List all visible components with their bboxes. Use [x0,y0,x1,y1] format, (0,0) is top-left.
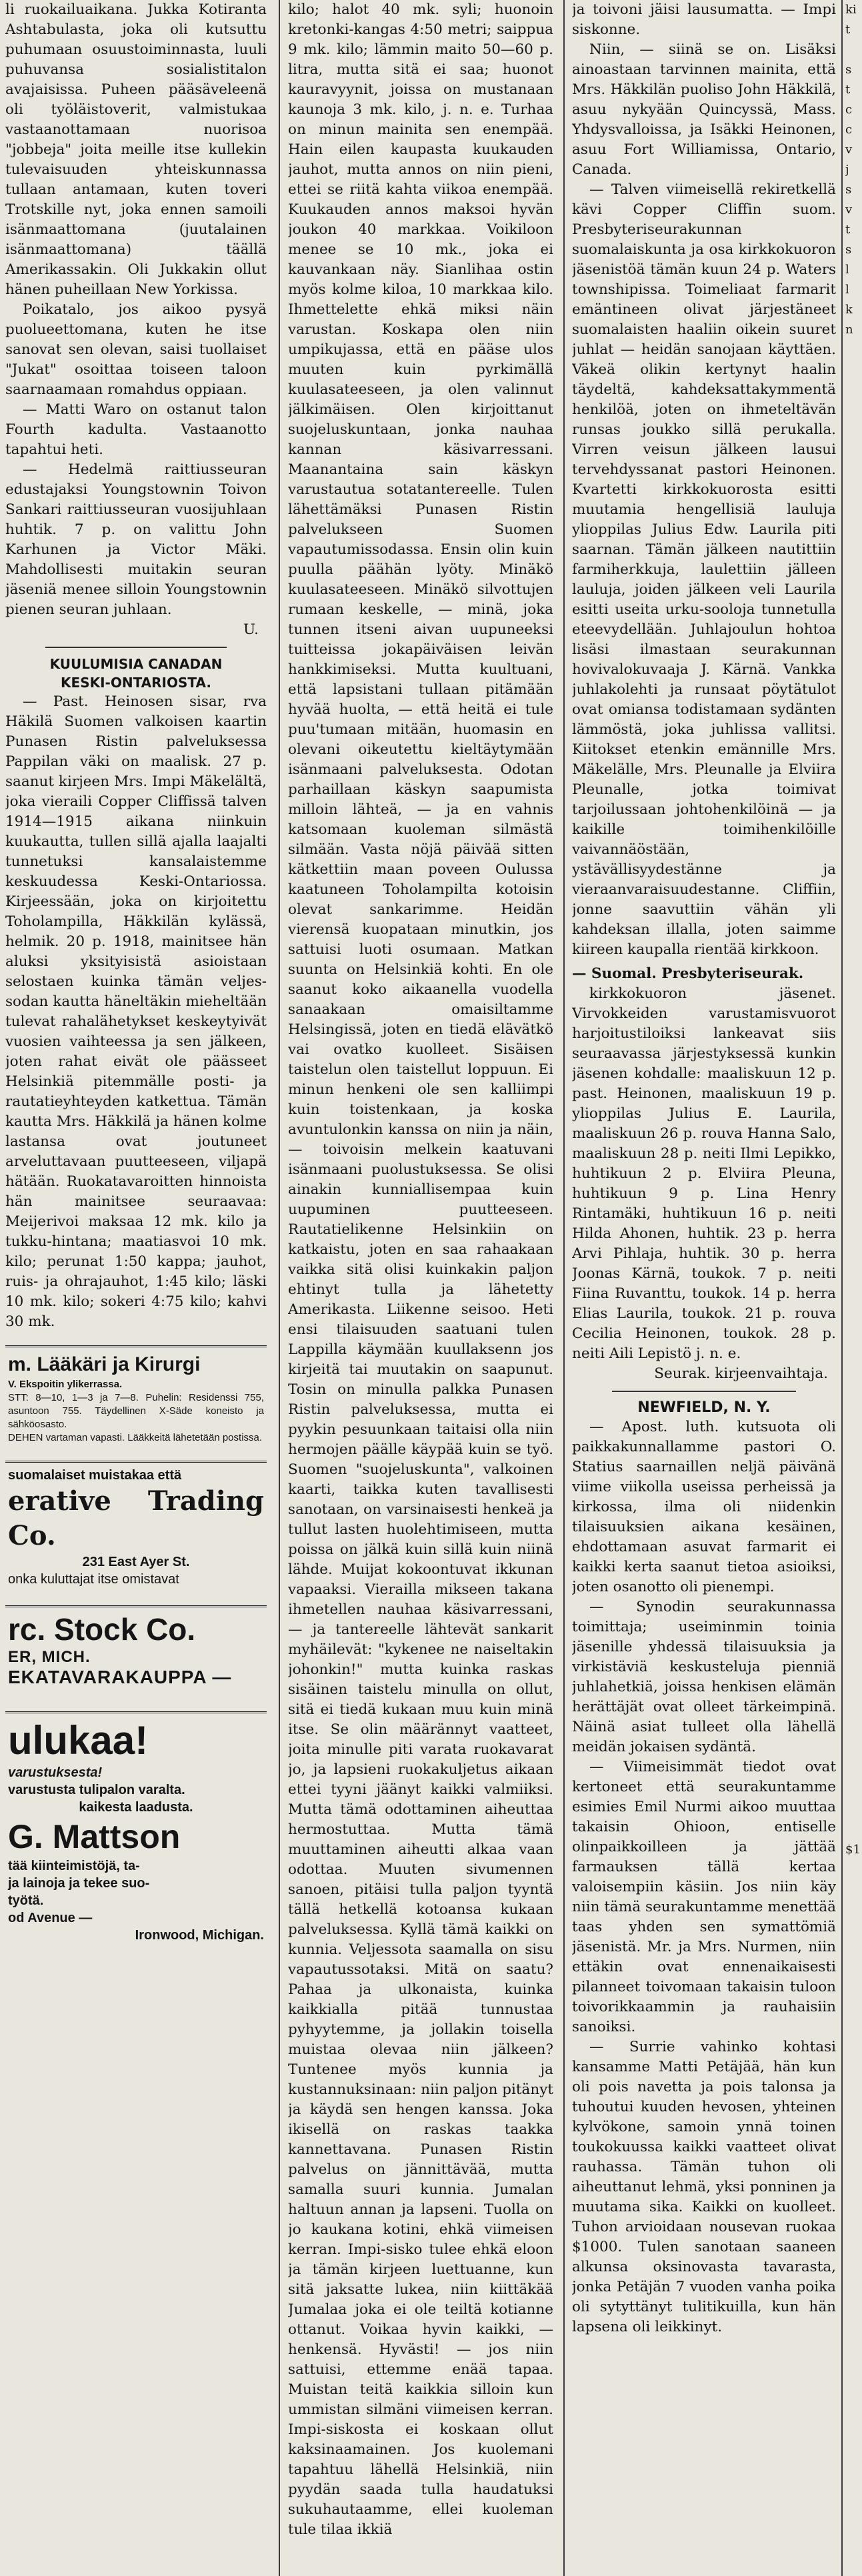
ad-title: erative Trading Co. [8,1485,264,1551]
line-fragment [845,1460,862,1480]
trading-ad [5,1461,267,1592]
column-2 [288,0,553,2576]
line-fragment: ki [845,3,857,17]
line-fragment [845,1760,862,1780]
line-fragment: $1 [845,1843,861,1857]
line-fragment [845,1220,862,1240]
line-fragment: s [845,243,852,257]
line-fragment [845,1500,862,1520]
line-fragment [845,1420,862,1440]
line-fragment [845,600,862,620]
line-fragment [845,460,862,480]
line-fragment: t [845,23,851,37]
line-fragment [845,420,862,440]
line-fragment [845,780,862,800]
line-fragment [845,560,862,580]
article-paragraph: kirkkokuoron jäsenet. Virvokkeiden varustamisvuorot harjoitustiloiksi lankeavat siis seuraavassa järjestyksessä kunkin jäsenen kohdalle: maaliskuun 12 p. past. Heinonen, maaliskuun 19 p. ylioppilas Julius E. Laurila, maaliskuun 26 p. rouva Hanna Salo, maaliskuun 28 p. neiti Ilmi Lepikko, huhtikuun 2 p. Elviira Pleuna, huhtikuun 9 p. Lina Henry Rintamäki, huhtikuun 16 p. neiti Hilda Ahonen, huhtik. 23 p. herra Arvi Pihlaja, huhtik. 30 p. herra Joonas Kärnä, toukok. 7 p. neiti Fiina Ruvanttu, toukok. 14 p. herra Elias Laurila, toukok. 21 p. rouva Cecilia Heinonen, toukok. 28 p. neiti Aili Lepistö j. n. e. [572,985,836,1362]
article-paragraph: — Past. Heinosen sisar, rva Häkilä Suomen valkoisen kaartin Punasen Ristin palveluksessa Pappilan väki on maalisk. 27 p. saanut kirjeen Mrs. Impi Mäkelältä, joka vieraili Copper Cliffissä talven 1914—1915 aikana niinkuin kuukautta, tullen sillä ajalla laajalti tunnetuksi kansalaistemme keskuudessa Keski-Ontariossa. Kirjeessään, joka on kirjoitettu Toholampilla, Häkkilän kylässä, helmik. 20 p. 1918, mainitsee hän aluksi yksityisistä asioistaan selostaen kuinka tämän veljes-sodan kautta häneltäkin mieheltään tulevat rahalähetykset keskeytyivät vuosien vaihteessa ja sen jälkeen, joten rahat eivät ole päässeet Helsinkiä pitemmälle posti- ja rautatieyhteyden katkettua. Tämän kautta Mrs. Häkkilä ja hänen kolme lastansa ovat joutuneet arveluttavaan puutteeseen, viljapä hätään. Ruokatavaroitten hinnoista hän mainitsee seuraavaa: Meijerivoi maksaa 12 mk. kilo ja tukku-hintana; maatiasvoi 10 mk. kilo; perunat 1:50 kappa; jauhot, ruis- ja ohrajauhot, 1:45 kilo; läski 10 mk. kilo; sokeri 4:75 kilo; kahvi 30 mk. [5,693,267,1330]
line-fragment [845,1360,862,1380]
line-fragment [845,960,862,980]
column-rule [841,0,843,2576]
line-fragment [845,1680,862,1700]
line-fragment [845,580,862,600]
line-fragment [845,500,862,520]
divider [612,1391,796,1392]
article-paragraph: Niin, — siinä se on. Lisäksi ainoastaan tarvinnen mainita, että Mrs. Häkkilän puoliso John Häkkilä, asuu nykyään Quincyssä, Mass. Yhdysvalloissa, ja Isäkki Heinonen, asuu Fort Williamissa, Ontario, Canada. [572,41,836,178]
line-fragment [845,1160,862,1180]
headline: KESKI-ONTARIOSTA. [61,675,211,691]
line-fragment [845,1640,862,1660]
line-fragment [845,400,862,420]
column-rule [279,0,280,2576]
line-fragment: n [845,323,853,337]
line-fragment [845,680,862,700]
line-fragment [845,720,862,740]
line-fragment [845,660,862,680]
ad-line: onka kuluttajat itse omistavat [8,1572,179,1587]
article-paragraph: — Surrie vahinko kohtasi kansamme Matti Petäjää, hän kun oli pois navetta ja pois talonsa ja tuhoutui kuuden hevosen, yhteinen kylvökone, samoin ynnä toinen toukokuussa kaikki vaatteet olivat rauhassa. Tämän tuhon oli aiheuttanut lehmä, yksi ponninen ja muutama sika. Kaikki on kuolleet. Tuhon arvioidaan nousevan ruokaa $1000. Tulen sanotaan saaneen alkunsa oksinovasta tavarasta, jonka Petäjän 7 vuoden vanha poika oli sytyttänyt tulitikuilla, kun hän lapsena oli leikkinyt. [572,2039,836,2335]
line-fragment [845,1660,862,1680]
ad-line: DEHEN vartaman vapasti. Lääkkeitä lähetetään postissa. [8,1432,263,1443]
line-fragment [845,940,862,960]
line-fragment [845,1400,862,1420]
line-fragment [845,800,862,820]
column-1 [5,0,267,2576]
line-fragment [845,1780,862,1800]
line-fragment: c [845,103,853,117]
line-fragment: c [845,123,853,137]
line-fragment [845,1000,862,1020]
line-fragment [845,1080,862,1100]
line-fragment: s [845,183,852,197]
line-fragment [845,1580,862,1600]
line-fragment [845,1620,862,1640]
line-fragment: v [845,203,853,217]
line-fragment [845,1820,862,1840]
line-fragment [845,520,862,540]
line-fragment [845,640,862,660]
line-fragment [845,1520,862,1540]
headline: NEWFIELD, N. Y. [637,1399,771,1416]
article-paragraph: ja toivoni jäisi lausumatta. — Impi siskonne. [572,1,836,38]
line-fragment: j [845,163,849,177]
line-fragment: v [845,143,853,157]
line-fragment [845,1720,862,1740]
article-paragraph: li ruokailuaikana. Jukka Kotiranta Ashtabulasta, joka oli kutsuttu puhumaan osuustoiminnasta, luuli puhuvansa sosialistitalon avajaisissa. Puheen pääsäveleenä oli työläistoverit, valmistukaa vastaanottamaan nuorisoa "jobbeja" joita meille itse kullekin tulevaisuuden yhteiskunnassa tullaan antamaan, kuten toveri Trotskille nyt, joka ennen samoili isänmaattomana (juutalainen isänmaattomana) täällä Amerikassakin. Oli Jukkakin ollut hänen puheillaan New Yorkissa. [5,1,267,298]
ad-line: 231 East Ayer St. [82,1555,190,1569]
ad-line: od Avenue — [8,1911,93,1925]
line-fragment [845,1200,862,1220]
line-fragment [845,1560,862,1580]
ad-line: suomalaiset muistakaa että [8,1468,182,1483]
line-fragment [845,840,862,860]
line-fragment [845,1440,862,1460]
line-fragment [845,1380,862,1400]
section-heading: — Suomal. Presbyteriseurak. [572,965,804,982]
line-fragment [845,700,862,720]
ad-line: tää kiinteimistöjä, ta- [8,1859,140,1873]
mattson-ad [5,1711,267,1948]
line-fragment [845,1740,862,1760]
line-fragment [845,1060,862,1080]
line-fragment [845,880,862,900]
ad-line: V. Ekspoitin ylikerrassa. [8,1379,123,1390]
line-fragment [845,860,862,880]
line-fragment [845,1320,862,1340]
line-fragment [845,1180,862,1200]
ad-line: ja lainoja ja tekee suo- [8,1876,150,1891]
ad-title: m. Lääkäri ja Kirurgi [8,1353,201,1375]
doctor-ad [5,1345,267,1449]
line-fragment [845,1300,862,1320]
stock-ad [5,1605,267,1691]
signature: Seurak. kirjeenvaihtaja. [654,1365,828,1382]
ad-line: STT: 8—10, 1—3 ja 7—8. Puhelin: Residenssi 755, asuntoon 755. Täydellinen X-Säde koneisto ja sähköosasto. [8,1392,264,1430]
article-paragraph: — Viimeisimmät tiedot ovat kertoneet että seurakuntamme esimies Emil Nurmi aikoo muuttaa takaisin Ohioon, entiselle olinpaikkoilleen ja jättää farmauksen tällä kertaa valoisempiin käsiin. Jos niin käy niin tämä seurakuntamme menettää taas yhden sen symattömiä jäsenistä. Mr. ja Mrs. Nurmen, niin ettäkin ovat ennenaikaisesti pilanneet toivomaan takaisin tuloon toivorikkaammin ja rauhaisiin sanoiksi. [572,1759,836,2035]
article-paragraph: — Apost. luth. kutsuota oli paikkakunnallamme pastori O. Statius saarnaillen neljä päivänä viime viikolla useissa perheissä ja kirkossa, ilma oli niidenkin tilaisuuksien aikana kesäinen, ehdottamaan asuvat farmarit ei kaikki kerta saanut tietoa asioiksi, joten osanotto oli pienempi. [572,1419,836,1595]
line-fragment [845,1020,862,1040]
line-fragment [845,620,862,640]
column-4-fragment [845,0,862,2576]
line-fragment [845,820,862,840]
line-fragment [845,1260,862,1280]
headline: KUULUMISIA CANADAN [49,656,223,672]
line-fragment: s [845,63,852,77]
ad-title: rc. Stock Co. [8,1612,196,1647]
line-fragment [845,1040,862,1060]
line-fragment [845,1800,862,1820]
article-paragraph: Poikatalo, jos aikoo pysyä puolueettomana, kuten he itse sanovat sen olevan, saisi tuollaiset "Jukat" osoittaa toiseen taloon saarnaamaan romahdus oppiaan. [5,301,267,398]
line-fragment [845,1340,862,1360]
line-fragment: l [845,263,849,277]
line-fragment [845,980,862,1000]
ad-line: EKATAVARAKAUPPA — [8,1667,232,1687]
line-fragment [845,740,862,760]
line-fragment [845,360,862,380]
line-fragment [845,1480,862,1500]
line-fragment [845,1120,862,1140]
line-fragment [845,480,862,500]
line-fragment: l [845,283,849,297]
line-fragment: t [845,83,851,97]
ad-line: ER, MICH. [8,1648,91,1666]
ad-line: Ironwood, Michigan. [135,1928,264,1943]
article-paragraph: — Talven viimeisellä rekiretkellä kävi Copper Cliffin suom. Presbyteriseurakunnan suomalaiskunta ja osa kirkkokuoron jäsenistöä tämän kuun 24 p. Waters townshipissa. Toimeliaat farmarit emäntineen olivat järjestäneet suomalaisten haaliin oikein suuret juhlat — heidän sanojaan käyttäen. Väkeä olikin kertynyt haalin täydeltä, kahdeksattakymmentä henkilöä, joten on ihmeteltävän runsas joukko sillä perukalla. Virren veisun jälkeen lausui tervehdyssanat pastori Heinonen. Kvartetti kirkkokuorosta esitti muutamia hengellisiä lauluja ylioppilas Julius Edw. Laurila piti saarnan. Tämän jälkeen nautittiin farmiherkkuja, laulettiin jälleen lauluja, joiden jälkeen veli Laurila esitti useita urku-sooloja tunnetulla eteevydellään. Juhlajoulun hohtoa lisäsi ilmastaan seurakunnan hovivalokuvaaja J. Kärnä. Vankka juhlakolehti ja runsaat pöytätulot ovat omiansa todistamaan sydänten lämmöstä, joka juhlissa vallitsi. Kiitokset etenkin emännille Mrs. Mäkelälle, Mrs. Pleunalle ja Elviira Pleunalle, jotka toimivat tarjoilussaan johtohenkilöinä — ja kaikille toimihenkilöille vaivannäöstään, ystävällisyydestänne ja vieraanvaraisuudestanne. Cliffiin, jonne saavuttiin vähän yli kahdeksan illalla, joten saimme kiireen kaupalla rientää kirkkoon. [572,181,836,958]
ad-line: työtä. [8,1893,44,1908]
line-fragment: t [845,223,851,237]
ad-line: varustuksesta! [8,1765,103,1780]
ad-line: kaikesta laadusta. [79,1800,193,1815]
line-fragment [845,340,862,360]
signature: U. [243,621,259,638]
ad-title: ulukaa! [8,1718,149,1763]
line-fragment [845,1540,862,1560]
line-fragment [845,380,862,400]
ad-name: G. Mattson [8,1818,181,1855]
line-fragment [845,440,862,460]
ad-line: varustusta tulipalon varalta. [8,1783,185,1797]
line-fragment: k [845,303,853,317]
line-fragment [845,1100,862,1120]
article-paragraph: — Synodin seurakunnassa toimittaja; useiminmin toinia jäsenille yhdessä tilaisuuksia ja virkistäviä keskusteluja pienniä juhlahetkiä, joissa henkisen elämän herättäjät ovat olleet tärkeimpinä. Näinä asiat tulleet olla lähellä meidän jokaisen sydäntä. [572,1599,836,1755]
line-fragment [845,920,862,940]
column-rule [563,0,565,2576]
line-fragment [845,1240,862,1260]
line-fragment [845,40,862,60]
line-fragment [845,760,862,780]
line-fragment [845,540,862,560]
line-fragment [845,1860,862,1880]
article-paragraph: — Hedelmä raittiusseuran edustajaksi Youngstownin Toivon Sankari raittiusseuran vuosijuhlaan huhtik. 7 p. on valittu John Karhunen ja Victor Mäki. Mahdollisesti muitakin seuran jäseniä menee silloin Youngstownin pienen seuran juhlaan. [5,461,267,618]
article-paragraph: kilo; halot 40 mk. syli; huonoin kretonki-kangas 4:50 metri; saippua 9 mk. kilo; lämmin maito 50—60 p. litra, mutta sitä ei saa; huonot kauravyynit, joissa on mustanaan kaunoja 3 mk. kilo, j. n. e. Turhaa on minun mainita sen enempää. Hain eilen kaupasta kuukauden jauhot, mutta annos on niin pieni, ettei se riitä kahta viikoa enempää. Kuukauden annos maksoi hyvän joukon 40 markkaa. Voikiloon menee se 10 mk., joka ei kauvankaan näy. Sianlihaa ostin myös kolme kiloa, 10 markkaa kilo. Ihmettelette ehkä miksi näin varustan. Koskapa olen niin umpikujassa, että en pääse ulos muuten kuin pyrkimällä kuulasateeseen, ja olen valinnut jälkimäisen. Olen kirjoittanut suojeluskuntaan, jonka nauhaa kannan käsivarressani. Maanantaina sain käskyn varustautua sotatantereelle. Tulen lähettämäksi Punasen Ristin palvelukseen Suomen vapautumissodassa. Ensin olin kuin puulla päähän lyöty. Minäkö kuulasateeseen. Minäkö silvottujen rumaan keskelle, — minä, joka tunnen itseni aivan uupuneeksi tuitteissa jokapäiväisen leivän hankkimiseksi. Mutta kuultuani, että lapsistani tullaan pitämään hyvää huolta, — että heitä ei tule puu'tumaan mitään, huomasin en olevani oikeutettu kieltäytymään isänmaani palveluksesta. Odotan parhaillaan käskyn saapumista milloin lähteä, — ja en vahnis katsomaan kuoleman silmästä silmään. Vasta nöjä päivää sitten kätkettiin maan poveen Oulussa kaatuneen Toholampilta kotoisin olevat sankarimme. Heidän vierensä kuopataan minutkin, jos sattuisi luoti osumaan. Matkan suunta on Helsinkiä kohti. En ole saanut koko aikaanella vuodella sanaakaan omaisiltamme Helsingissä, joten en tiedä elävätkö vai ovatko kuolleet. Sisäisen taistelun olen taistellut loppuun. Ei minun henkeni ole sen kalliimpi kuin toistenkaan, ja koska avuntulonkin kanssa on niin ja näin, — toivoisin melkein kaatuvani isänmaani puolustuksessa. Se olisi ainakin kunniallisempaa kuin uupuminen puutteeseen. Rautatielikenne Helsinkiin on katkaistu, joten en saa rahaakaan vaikka sitä olisi kuinkakin paljon ehtinyt tulla ja lähetetty Amerikasta. Liikenne seisoo. Heti ensi tilaisuuden saatuani tulen Lappilla käymään kuullaksenn jos kirjeitä tai muutakin on saapunut. Tosin on minulla palkka Punasen Ristin palveluksessa, mutta ei pyykin pesuunkaan taitaisi olla niin hermojen päälle käypää kuin se työ. Suomen "suojeluskunta", valkoinen kaarti, taikka kuten tavallisesti sanotaan, on varsinaisesti henkeä ja tullut lasten huolehtimiseen, mutta poissa on jälkä kuin sillä kuin niinä lähde. Muijat kokoontuvat ikkunan vapaaksi. Vierailla mikseen takana ihmetellen nauhaa käsivarressani, — ja tantereelle lähtevät sankarit myhäilevät: "kykenee ne naiseltakin johonkin!" mutta kuinka raskas sisäinen taistelu minulla on ollut, sitä ei tiedä kukaan muu kuin minä itse. Se olin määrännyt vaatteet, joita minulle piti varata ruokavarat jo, ja lapsieni ruokakuljetus aikaan ettei tyyni jäänyt kaikki valmiiksi. Mutta tämä odottaminen aiheuttaa hermostuttaa. Mutta tämä muuttaminen aiheutti alkaa vaan odottaa. Muuten sivumennen sanoen, pitäisi tulla paljon tyyntä tällä hetkellä kotoansa kukaan palveluksessa. Kyllä tämä kaikki on kunnia. Veljessota saamalla on sisu vapautussotaksi. Mitä on saatu? Pahaa ja ulkonaista, kuinka kaikkialla pitää tunnustaa pyhyytemme, ja jollakin toisella muistaa olevaa niin jälkeen? Tuntenee myös kunnia ja kustannuksinaan: niin paljon pitänyt ja käydä sen hengen kanssa. Joka ikisellä on raskas taakka kannettavana. Punasen Ristin palvelus on jännittävää, mutta samalla suuri kunnia. Jumalan haltuun annan ja lapseni. Tuolla on jo kaukana kotini, ehkä viimeisen kerran. Impi-sisko tulee ehkä eloon ja tämän kirjeen luettuanne, kun sitä jaksatte lukea, niin kiittäkää Jumalaa joka ei ole teiltä kotianne ottanut. Voikaa hyvin kaikki, — henkensä. Hyvästi! — jos niin sattuisi, ettemme enää tapaa. Muistan teitä kaikkia silloin kun ummistan silmäni viimeisen kerran. Impi-siskosta ei koskaan ollut kaksinaamainen. Jos kuolemani tapahtuu lähellä Helsinkiä, niin pyydän saada tulla haudatuksi sukuhautaamme, ellei kuoleman tule tilaa ikkiä [288,1,553,2538]
article-paragraph: — Matti Waro on ostanut talon Fourth kadulta. Vastaanotto tapahtui heti. [5,401,267,458]
line-fragment [845,1280,862,1300]
line-fragment [845,1600,862,1620]
line-fragment [845,900,862,920]
line-fragment [845,1140,862,1160]
column-3 [572,0,836,2576]
divider [45,647,227,648]
line-fragment [845,1700,862,1720]
